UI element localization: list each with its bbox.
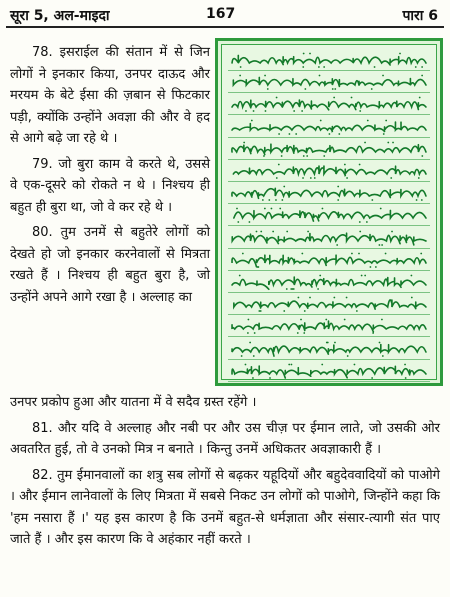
arabic-diacritic-dot — [332, 88, 334, 90]
arabic-diacritic-dot — [247, 319, 249, 321]
arabic-diacritic-dot — [302, 177, 304, 179]
para-number: पारा 6 — [402, 8, 438, 24]
arabic-diacritic-dot — [281, 155, 283, 157]
arabic-diacritic-dot — [257, 266, 259, 268]
arabic-diacritic-dot — [243, 141, 245, 143]
arabic-diacritic-dot — [322, 208, 324, 210]
arabic-diacritic-dot — [321, 363, 323, 365]
arabic-diacritic-dot — [319, 75, 321, 77]
arabic-script-stroke — [232, 55, 426, 65]
arabic-diacritic-dot — [354, 363, 356, 365]
arabic-diacritic-dot — [271, 208, 273, 210]
arabic-diacritic-dot — [370, 266, 372, 268]
arabic-diacritic-dot — [375, 266, 377, 268]
arabic-diacritic-dot — [303, 53, 305, 55]
arabic-diacritic-dot — [260, 310, 262, 312]
arabic-diacritic-dot — [301, 110, 303, 112]
arabic-diacritic-dot — [320, 119, 322, 121]
arabic-calligraphy-mark — [228, 273, 430, 291]
arabic-line — [228, 182, 430, 204]
arabic-diacritic-dot — [334, 88, 336, 90]
arabic-line — [228, 138, 430, 160]
arabic-diacritic-dot — [337, 186, 339, 188]
arabic-diacritic-dot — [333, 97, 335, 99]
arabic-line — [228, 338, 430, 360]
arabic-diacritic-dot — [392, 141, 394, 143]
arabic-diacritic-dot — [372, 332, 374, 334]
arabic-calligraphy-mark — [228, 251, 430, 269]
arabic-line — [228, 293, 430, 315]
arabic-calligraphy-mark — [228, 362, 430, 380]
arabic-diacritic-dot — [404, 363, 406, 365]
arabic-diacritic-dot — [272, 230, 274, 232]
arabic-diacritic-dot — [421, 199, 423, 201]
arabic-diacritic-dot — [344, 319, 346, 321]
arabic-line — [228, 49, 430, 71]
arabic-diacritic-dot — [303, 155, 305, 157]
arabic-line — [228, 93, 430, 115]
arabic-diacritic-dot — [323, 66, 325, 68]
verse-79: 79. जो बुरा काम वे करते थे, उससे वे एक-दूसरे को रोकते न थे । निश्चय ही बहुत ही बुरा था, जो वे कर रहे थे । — [10, 156, 210, 215]
arabic-diacritic-dot — [346, 297, 348, 299]
arabic-diacritic-dot — [303, 332, 305, 334]
verse-80-part: 80. तुम उनमें से बहुतेरे लोगों को देखते हो जो इनकार करनेवालों से मित्रता रखते हैं । निश्चय ही बहुत बुरा है, जो उन्होंने अपने आगे रखा है । अल्लाह का — [10, 225, 210, 305]
arabic-diacritic-dot — [293, 110, 295, 112]
arabic-text-panel — [215, 38, 443, 386]
arabic-diacritic-dot — [264, 75, 266, 77]
arabic-diacritic-dot — [371, 88, 373, 90]
arabic-diacritic-dot — [297, 332, 299, 334]
arabic-diacritic-dot — [366, 221, 368, 223]
arabic-diacritic-dot — [279, 208, 281, 210]
arabic-diacritic-dot — [262, 199, 264, 201]
arabic-diacritic-dot — [251, 119, 253, 121]
arabic-diacritic-dot — [416, 199, 418, 201]
arabic-diacritic-dot — [288, 363, 290, 365]
arabic-calligraphy-mark — [228, 340, 430, 358]
arabic-diacritic-dot — [297, 297, 299, 299]
arabic-diacritic-dot — [302, 66, 304, 68]
arabic-diacritic-dot — [254, 332, 256, 334]
arabic-diacritic-dot — [351, 97, 353, 99]
arabic-diacritic-dot — [385, 252, 387, 254]
arabic-diacritic-dot — [379, 341, 381, 343]
arabic-diacritic-dot — [361, 275, 363, 277]
arabic-calligraphy-mark — [228, 162, 430, 180]
arabic-script-stroke — [232, 122, 426, 131]
arabic-diacritic-dot — [278, 164, 280, 166]
arabic-diacritic-dot — [241, 355, 243, 357]
arabic-script-stroke — [232, 344, 426, 354]
arabic-calligraphy-mark — [228, 229, 430, 247]
bottom-text-block — [10, 392, 440, 551]
arabic-diacritic-dot — [333, 297, 335, 299]
arabic-diacritic-dot — [239, 75, 241, 77]
arabic-diacritic-dot — [276, 97, 278, 99]
arabic-calligraphy-mark — [228, 118, 430, 136]
arabic-diacritic-dot — [391, 230, 393, 232]
arabic-diacritic-dot — [418, 177, 420, 179]
arabic-diacritic-dot — [371, 377, 373, 379]
arabic-diacritic-dot — [290, 288, 292, 290]
arabic-line — [228, 71, 430, 93]
arabic-diacritic-dot — [359, 164, 361, 166]
arabic-diacritic-dot — [253, 110, 255, 112]
arabic-diacritic-dot — [263, 155, 265, 157]
arabic-diacritic-dot — [304, 88, 306, 90]
verse-80-continuation: उनपर प्रकोप हुआ और यातना में वे सदैव ग्रस्त रहेंगे । — [10, 395, 257, 410]
arabic-diacritic-dot — [411, 297, 413, 299]
arabic-diacritic-dot — [326, 341, 328, 343]
arabic-diacritic-dot — [295, 133, 297, 135]
header-rule — [6, 26, 444, 28]
arabic-diacritic-dot — [242, 252, 244, 254]
arabic-diacritic-dot — [273, 355, 275, 357]
arabic-diacritic-dot — [356, 310, 358, 312]
arabic-diacritic-dot — [247, 332, 249, 334]
arabic-diacritic-dot — [374, 66, 376, 68]
arabic-diacritic-dot — [260, 230, 262, 232]
arabic-script-stroke — [232, 255, 426, 267]
arabic-diacritic-dot — [245, 110, 247, 112]
arabic-diacritic-dot — [304, 310, 306, 312]
arabic-diacritic-dot — [381, 244, 383, 246]
arabic-diacritic-dot — [334, 341, 336, 343]
arabic-diacritic-dot — [381, 319, 383, 321]
arabic-diacritic-dot — [419, 97, 421, 99]
arabic-diacritic-dot — [275, 199, 277, 201]
arabic-diacritic-dot — [344, 164, 346, 166]
arabic-diacritic-dot — [291, 363, 293, 365]
arabic-calligraphy-mark — [228, 140, 430, 158]
arabic-diacritic-dot — [288, 133, 290, 135]
arabic-diacritic-dot — [306, 155, 308, 157]
arabic-diacritic-dot — [236, 208, 238, 210]
arabic-diacritic-dot — [307, 230, 309, 232]
arabic-line — [228, 315, 430, 337]
arabic-diacritic-dot — [264, 208, 266, 210]
arabic-script-stroke — [233, 78, 426, 87]
arabic-diacritic-dot — [268, 199, 270, 201]
arabic-calligraphy-mark — [228, 95, 430, 113]
arabic-diacritic-dot — [367, 119, 369, 121]
arabic-diacritic-dot — [249, 221, 251, 223]
page-number: 167 — [206, 6, 236, 22]
arabic-calligraphy-mark — [228, 184, 430, 202]
arabic-diacritic-dot — [346, 177, 348, 179]
arabic-diacritic-dot — [278, 133, 280, 135]
arabic-diacritic-dot — [286, 230, 288, 232]
arabic-diacritic-dot — [317, 288, 319, 290]
arabic-diacritic-dot — [323, 155, 325, 157]
verse-78: 78. इसराईल की संतान में से जिन लोगों ने इनकार किया, उनपर दाऊद और मरयम के बेटे ईसा की ज़बान से फिटकार पड़ी, क्योंकि उन्होंने अवज्ञा की और वे हद से आगे बढ़े जा रहे थे । — [10, 45, 210, 146]
arabic-diacritic-dot — [364, 275, 366, 277]
arabic-line — [228, 160, 430, 182]
arabic-calligraphy-mark — [228, 73, 430, 91]
arabic-diacritic-dot — [283, 310, 285, 312]
arabic-script-stroke — [232, 277, 426, 289]
arabic-diacritic-dot — [325, 319, 327, 321]
arabic-diacritic-dot — [351, 252, 353, 254]
page-header — [6, 4, 444, 26]
arabic-diacritic-dot — [239, 275, 241, 277]
arabic-diacritic-dot — [309, 53, 311, 55]
verse-81: 81. और यदि वे अल्लाह और नबी पर और उस चीज़ पर ईमान लाते, जो उसकी ओर अवतरित हुई, तो वे उनको मित्र न बनाते । किन्तु उनमें अधिकतर अवज्ञाकारी हैं । — [10, 420, 440, 457]
arabic-diacritic-dot — [378, 244, 380, 246]
surah-title: सूरा 5, अल-माइदा — [10, 8, 110, 24]
arabic-diacritic-dot — [415, 66, 417, 68]
arabic-script-stroke — [232, 188, 426, 198]
arabic-diacritic-dot — [358, 252, 360, 254]
arabic-line — [228, 360, 430, 382]
left-text-column — [10, 42, 210, 308]
arabic-diacritic-dot — [245, 363, 247, 365]
arabic-script-stroke — [234, 211, 426, 222]
arabic-diacritic-dot — [276, 177, 278, 179]
arabic-diacritic-dot — [267, 88, 269, 90]
arabic-diacritic-dot — [337, 199, 339, 201]
arabic-diacritic-dot — [286, 288, 288, 290]
arabic-line — [228, 116, 430, 138]
arabic-diacritic-dot — [314, 177, 316, 179]
arabic-diacritic-dot — [336, 244, 338, 246]
arabic-diacritic-dot — [338, 133, 340, 135]
arabic-script-stroke — [232, 100, 426, 110]
arabic-diacritic-dot — [387, 141, 389, 143]
arabic-diacritic-dot — [390, 177, 392, 179]
arabic-diacritic-dot — [382, 355, 384, 357]
arabic-script-stroke — [232, 233, 426, 245]
arabic-calligraphy-mark — [228, 51, 430, 69]
arabic-diacritic-dot — [385, 119, 387, 121]
arabic-calligraphy-mark — [228, 206, 430, 224]
arabic-diacritic-dot — [256, 230, 258, 232]
arabic-diacritic-dot — [300, 319, 302, 321]
arabic-diacritic-dot — [371, 199, 373, 201]
arabic-diacritic-dot — [269, 377, 271, 379]
arabic-diacritic-dot — [328, 133, 330, 135]
arabic-diacritic-dot — [318, 66, 320, 68]
arabic-script-stroke — [234, 300, 426, 311]
arabic-diacritic-dot — [421, 66, 423, 68]
arabic-diacritic-dot — [364, 141, 366, 143]
arabic-line — [228, 204, 430, 226]
verse-82: 82. तुम ईमानवालों का शत्रु सब लोगों से बढ़कर यहूदियों और बहुदेववादियों को पाओगे । और ईमान लानेवालों के लिए मित्रता में सबसे निकट उन लोगों को पाओगे, जिन्होंने कहा कि 'हम नसारा हैं ।' यह इस कारण है कि उनमें बहुत-से धर्मज्ञाता और संसार-त्यागी संत पाए जाते हैं । और इस कारण कि वे अहंकार नहीं करते । — [10, 467, 440, 547]
arabic-diacritic-dot — [240, 66, 242, 68]
arabic-script-stroke — [232, 366, 426, 378]
arabic-diacritic-dot — [359, 110, 361, 112]
arabic-script-stroke — [232, 144, 426, 154]
arabic-calligraphy-mark — [228, 317, 430, 335]
arabic-diacritic-dot — [405, 377, 407, 379]
arabic-text-frame — [221, 44, 437, 380]
arabic-diacritic-dot — [301, 252, 303, 254]
arabic-diacritic-dot — [283, 186, 285, 188]
arabic-diacritic-dot — [237, 221, 239, 223]
arabic-diacritic-dot — [319, 275, 321, 277]
arabic-diacritic-dot — [411, 275, 413, 277]
arabic-diacritic-dot — [252, 377, 254, 379]
arabic-diacritic-dot — [265, 110, 267, 112]
arabic-diacritic-dot — [281, 199, 283, 201]
arabic-line — [228, 227, 430, 249]
arabic-diacritic-dot — [309, 297, 311, 299]
arabic-diacritic-dot — [359, 221, 361, 223]
arabic-diacritic-dot — [347, 355, 349, 357]
arabic-diacritic-dot — [399, 53, 401, 55]
arabic-diacritic-dot — [380, 208, 382, 210]
arabic-diacritic-dot — [420, 252, 422, 254]
arabic-diacritic-dot — [249, 341, 251, 343]
arabic-diacritic-dot — [310, 177, 312, 179]
arabic-script-stroke — [233, 166, 426, 175]
arabic-diacritic-dot — [382, 75, 384, 77]
arabic-diacritic-dot — [253, 355, 255, 357]
arabic-script-stroke — [232, 321, 426, 332]
arabic-line — [228, 249, 430, 271]
arabic-diacritic-dot — [421, 155, 423, 157]
arabic-calligraphy-mark — [228, 295, 430, 313]
arabic-diacritic-dot — [421, 75, 423, 77]
arabic-diacritic-dot — [383, 133, 385, 135]
arabic-line — [228, 271, 430, 293]
arabic-diacritic-dot — [359, 230, 361, 232]
